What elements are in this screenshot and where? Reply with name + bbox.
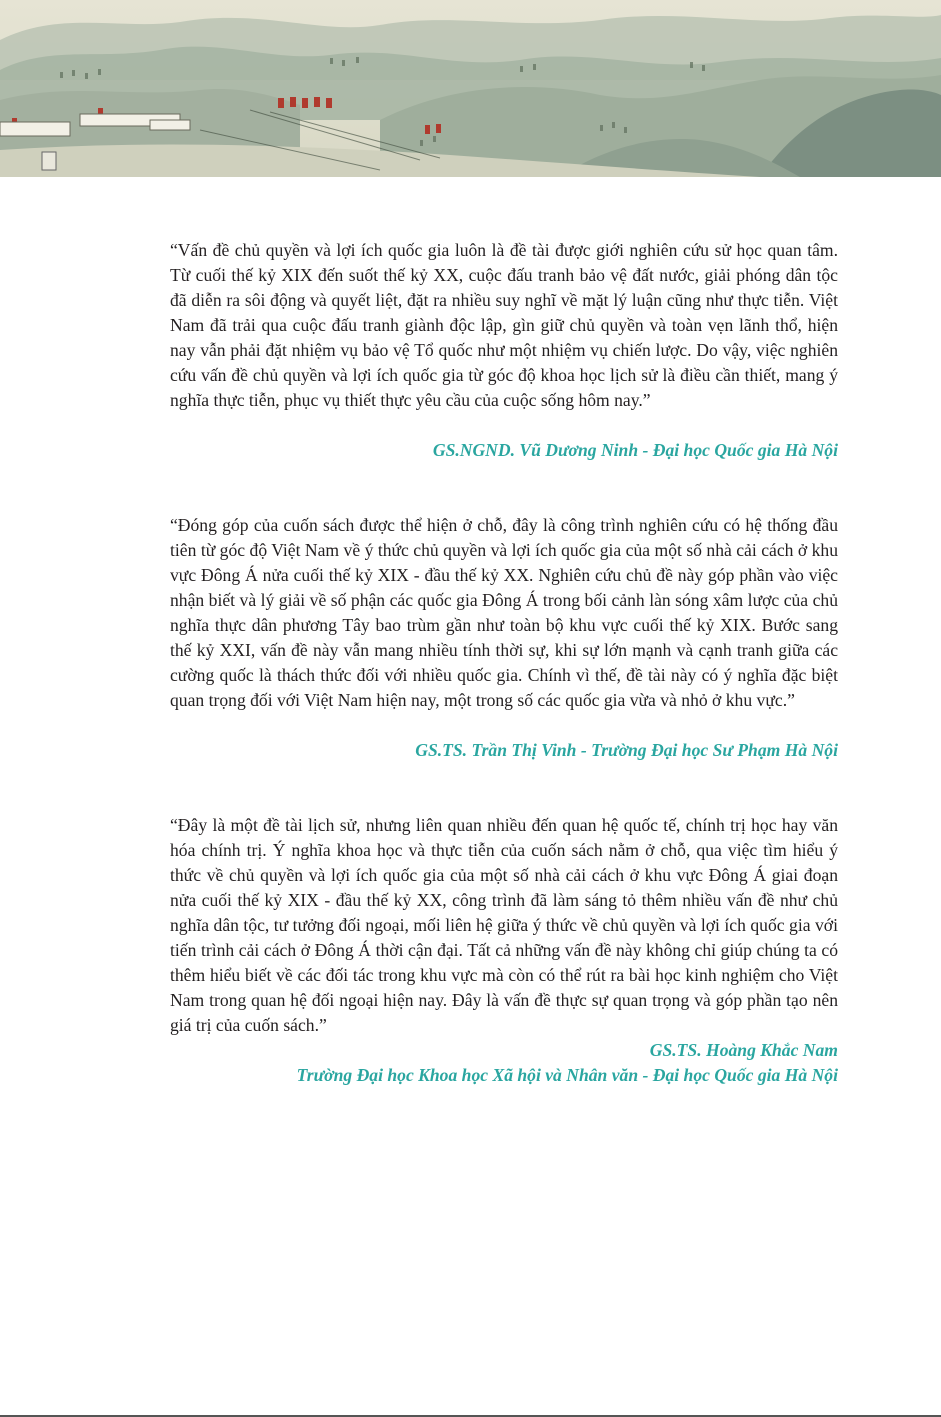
review-quote-3: “Đây là một đề tài lịch sử, nhưng liên quan nhiều đến quan hệ quốc tế, chính trị học hay văn hóa chính trị. Ý nghĩa khoa học và thực tiễn của cuốn sách nằm ở chỗ, qua việc tìm hiểu ý thức về chủ quyền và lợi ích quốc gia của một số nhà cải cách ở khu vực Đông Á giai đoạn nửa cuối thế kỷ XIX - đầu thế kỷ XX, công trình đã làm sáng tỏ thêm nhiều vấn đề như chủ nghĩa dân tộc, tư tưởng đối ngoại, mối liên hệ giữa ý thức về chủ quyền và lợi ích quốc gia với tiến trình cải cách ở Đông Á thời cận đại. Tất cả những vấn đề này không chỉ giúp chúng ta có thêm hiểu biết về các đối tác trong khu vực mà còn có thể rút ra bài học kinh nghiệm cho Việt Nam trong quan hệ đối ngoại hiện nay. Đây là vấn đề thực sự quan trọng và góp phần tạo nên giá trị của cuốn sách.” (170, 815, 838, 1035)
landscape-painting-icon (0, 0, 941, 177)
review-quote-2: “Đóng góp của cuốn sách được thể hiện ở chỗ, đây là công trình nghiên cứu có hệ thống đầu tiên từ góc độ Việt Nam về ý thức chủ quyền và lợi ích quốc gia của một số nhà cải cách ở khu vực Đông Á nửa cuối thế kỷ XIX - đầu thế kỷ XX. Nghiên cứu chủ đề này góp phần vào việc nhận biết và lý giải về số phận các quốc gia Đông Á trong bối cảnh làn sóng xâm lược của chủ nghĩa thực dân phương Tây bao trùm gần như toàn bộ khu vực cuối thế kỷ XIX. Bước sang thế kỷ XXI, vấn đề này vẫn mang nhiều tính thời sự, khi sự lớn mạnh và cạnh tranh giữa các cường quốc là thách thức đối với nhiều quốc gia. Chính vì thế, đề tài này có ý nghĩa đặc biệt quan trọng đối với Việt Nam hiện nay, một trong số các quốc gia vừa và nhỏ ở khu vực.” (170, 515, 838, 710)
review-attribution-3-affiliation: Trường Đại học Khoa học Xã hội và Nhân văn - Đại học Quốc gia Hà Nội (296, 1065, 838, 1085)
landscape-painting-banner (0, 0, 941, 177)
review-attribution-1: GS.NGND. Vũ Dương Ninh - Đại học Quốc gia Hà Nội (432, 440, 838, 460)
review-attribution-3: GS.TS. Hoàng Khắc Nam (649, 1040, 838, 1060)
review-attribution-2: GS.TS. Trần Thị Vinh - Trường Đại học Sư Phạm Hà Nội (415, 740, 838, 760)
review-quote-1: “Vấn đề chủ quyền và lợi ích quốc gia luôn là đề tài được giới nghiên cứu sử học quan tâm. Từ cuối thế kỷ XIX đến suốt thế kỷ XX, cuộc đấu tranh bảo vệ đất nước, giải phóng dân tộc đã diễn ra sôi động và quyết liệt, đặt ra nhiều suy nghĩ về mặt lý luận cũng như thực tiễn. Việt Nam đã trải qua cuộc đấu tranh giành độc lập, gìn giữ chủ quyền và toàn vẹn lãnh thổ, hiện nay vẫn phải đặt nhiệm vụ bảo vệ Tổ quốc như một nhiệm vụ chiến lược. Do vậy, việc nghiên cứu vấn đề chủ quyền và lợi ích quốc gia từ góc độ khoa học lịch sử là điều cần thiết, mang ý nghĩa thực tiễn, phục vụ thiết thực yêu cầu của cuộc sống hôm nay.” (170, 240, 838, 410)
